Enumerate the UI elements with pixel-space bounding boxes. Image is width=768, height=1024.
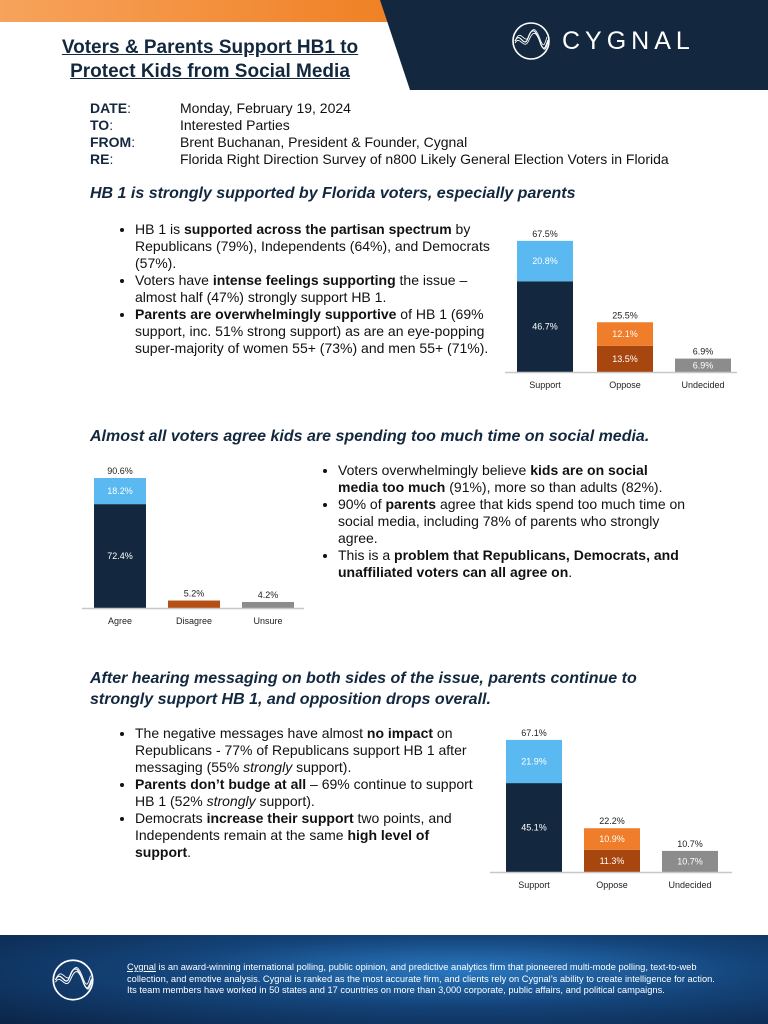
bullet-item: • HB 1 is supported across the partisan spectrum by Republicans (79%), Independents (64%), and Democrats (57%). [135, 221, 490, 272]
bullet-item: • The negative messages have almost no impact on Republicans - 77% of Republicans support HB 1 after messaging (55% strongly support). [135, 725, 480, 776]
memo-value: Monday, February 19, 2024 [180, 100, 351, 116]
bullet-item: • 90% of parents agree that kids spend too much time on social media, including 78% of parents who strongly agree. [338, 496, 690, 547]
total-label: 4.2% [257, 589, 279, 600]
segment-label: 12.1% [612, 329, 638, 340]
section-2-bullets [318, 462, 690, 581]
bullet-list [115, 725, 480, 861]
section-1-bullets [115, 221, 490, 357]
section-1-heading [90, 183, 575, 204]
section-3-heading-line2: strongly support HB 1, and opposition drops overall. [90, 691, 491, 708]
bullet-item: • Democrats increase their support two points, and Independents remain at the same high level of support. [135, 810, 480, 861]
cygnal-footer-logo-icon [50, 957, 96, 1003]
category-label: Oppose [609, 380, 641, 390]
segment-label: 11.3% [599, 855, 625, 866]
bullet-item: • This is a problem that Republicans, Democrats, and unaffiliated voters can all agree on. [338, 547, 690, 581]
agree-chart [82, 462, 307, 634]
bullet-list [115, 221, 490, 357]
bar-segment-unsure-0 [242, 602, 294, 608]
memo-key: FROM: [90, 134, 136, 150]
memo-key: RE: [90, 151, 114, 167]
memo-header [90, 100, 669, 168]
category-label: Agree [107, 616, 133, 626]
total-label: 5.2% [183, 588, 205, 599]
support-chart [505, 220, 745, 402]
bullet-item: • Voters overwhelmingly believe kids are on social media too much (91%), more so than adults (82%). [338, 462, 690, 496]
memo-key: TO: [90, 117, 114, 133]
section-2-heading-text: Almost all voters agree kids are spending too much time on social media. [90, 428, 650, 445]
segment-label: 20.8% [532, 256, 558, 267]
header-accent-bar [0, 0, 430, 22]
footer-description [127, 962, 717, 997]
segment-label: 18.2% [107, 486, 133, 497]
segment-label: 10.7% [677, 856, 703, 867]
bullet-list [318, 462, 690, 581]
page-title [40, 36, 380, 84]
segment-label: 13.5% [612, 353, 638, 364]
category-label: Support [529, 380, 561, 390]
section-3-bullets [115, 725, 480, 861]
segment-label: 72.4% [107, 551, 133, 562]
memo-row-date [90, 100, 669, 117]
page-title-line2: Protect Kids from Social Media [70, 61, 350, 82]
category-label: Undecided [668, 880, 712, 890]
memo-key: DATE: [90, 100, 131, 116]
section-3-heading [90, 668, 637, 710]
bullet-item: • Voters have intense feelings supporting the issue – almost half (47%) strongly support HB 1. [135, 272, 490, 306]
category-label: Disagree [175, 616, 213, 626]
category-label: Oppose [596, 880, 628, 890]
total-label: 67.1% [521, 727, 547, 738]
segment-label: 10.9% [599, 833, 625, 844]
section-1-heading-text: HB 1 is strongly supported by Florida voters, especially parents [90, 185, 576, 202]
bullet-item: • Parents don’t budge at all – 69% continue to support HB 1 (52% strongly support). [135, 776, 480, 810]
segment-label: 45.1% [521, 822, 547, 833]
total-label: 6.9% [692, 346, 714, 357]
category-label: Undecided [681, 380, 725, 390]
page-title-line1: Voters & Parents Support HB1 to [61, 37, 359, 58]
memo-row-re [90, 151, 669, 168]
memo-row-from [90, 134, 669, 151]
total-label: 10.7% [677, 838, 703, 849]
memo-value: Interested Parties [180, 117, 290, 133]
category-label: Unsure [253, 616, 283, 626]
section-2-heading [90, 426, 649, 447]
category-label: Support [518, 880, 550, 890]
bar-segment-disagree-0 [168, 601, 220, 608]
total-label: 90.6% [107, 466, 133, 477]
cygnal-logo-icon [510, 20, 552, 62]
total-label: 22.2% [599, 816, 625, 827]
segment-label: 21.9% [521, 756, 547, 767]
bullet-item: • Parents are overwhelmingly supportive of HB 1 (69% support, inc. 51% strong support) as are an eye-popping super-majority of women 55+ (73%) and men 55+ (71%). [135, 306, 490, 357]
segment-label: 46.7% [532, 321, 558, 332]
brand-name: CYGNAL [562, 27, 695, 55]
footer-body: is an award-winning international polling, public opinion, and predictive analytics firm that pioneered multi-mode polling, text-to-web collection, and emotive analysis. Cygnal is ranked as the most accurate firm, and clients rely on Cygnal’s ability to create intelligence for action. Its team members have worked in 50 states and 17 countries on more than 3,000 corporate, public affairs, and political campaigns. [127, 962, 715, 995]
post-messaging-chart [490, 718, 738, 902]
footer-brand-link[interactable]: Cygnal [127, 962, 156, 972]
memo-row-to [90, 117, 669, 134]
total-label: 67.5% [532, 228, 558, 239]
total-label: 25.5% [612, 310, 638, 321]
memo-value: Florida Right Direction Survey of n800 Likely General Election Voters in Florida [180, 151, 669, 167]
segment-label: 6.9% [692, 360, 714, 371]
memo-value: Brent Buchanan, President & Founder, Cygnal [180, 134, 468, 150]
section-3-heading-line1: After hearing messaging on both sides of the issue, parents continue to [90, 670, 637, 687]
